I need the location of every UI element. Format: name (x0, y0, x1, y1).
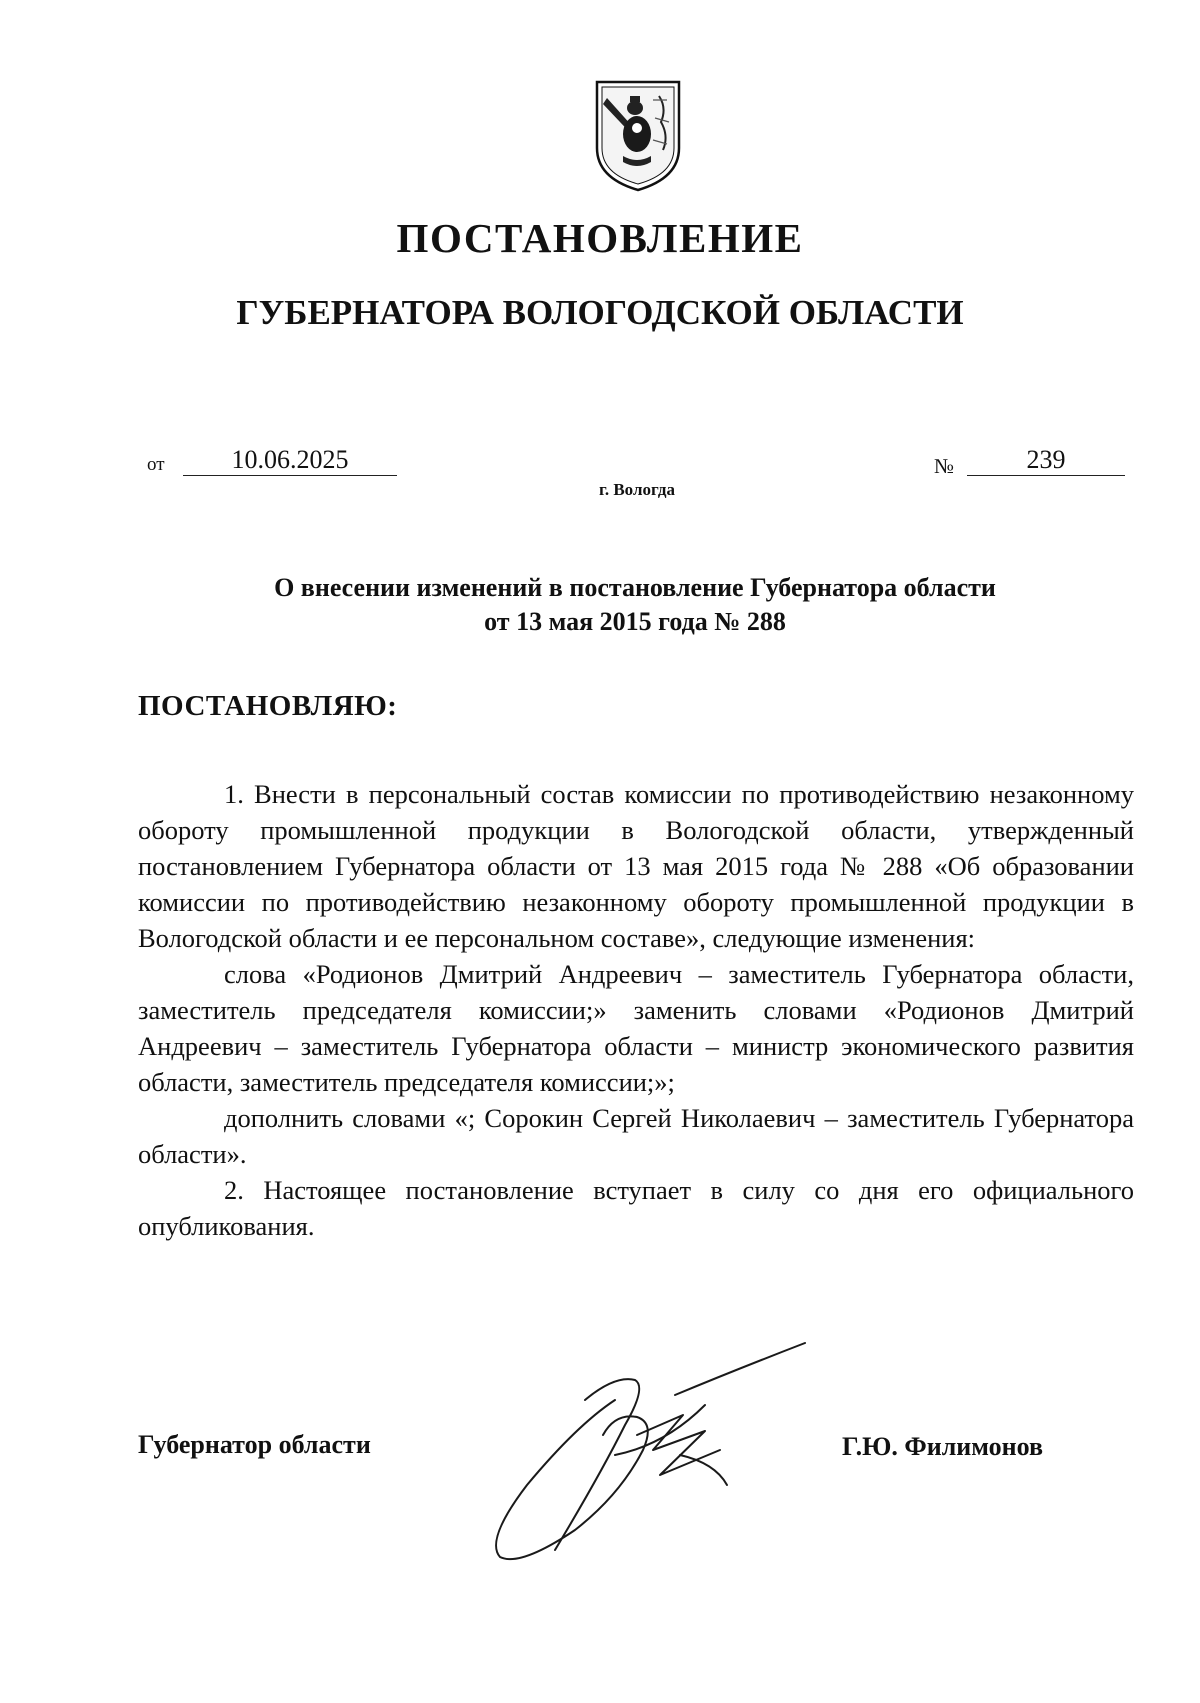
document-heading (0, 571, 1200, 639)
body-paragraph: 1. Внести в персональный состав комиссии по противодействию незаконному обороту промышленной продукции в Вологодской области, утвержденный постановлением Губернатора области от 13 мая 2015 года № 288 «Об образовании комиссии по противодействию незаконному обороту промышленной продукции в Вологодской области и ее персональном составе», следующие изменения: (138, 779, 1134, 953)
heading-line-1: О внесении изменений в постановление Губернатора области (274, 573, 996, 602)
vologda-coat-of-arms-icon (593, 78, 683, 192)
city-label: г. Вологда (599, 480, 675, 499)
body-paragraph: дополнить словами «; Сорокин Сергей Николаевич – заместитель Губернатора области». (138, 1103, 1134, 1169)
number-label: № (934, 454, 955, 478)
document-date: 10.06.2025 (183, 446, 397, 476)
document-body (138, 776, 1134, 1244)
signer-name: Г.Ю. Филимонов (842, 1432, 1044, 1461)
resolve-label: ПОСТАНОВЛЯЮ: (138, 690, 398, 722)
body-paragraph: 2. Настоящее постановление вступает в силу со дня его официального опубликования. (138, 1175, 1134, 1241)
handwritten-signature-icon (465, 1335, 815, 1565)
document-subtitle: ГУБЕРНАТОРА ВОЛОГОДСКОЙ ОБЛАСТИ (236, 293, 964, 332)
body-paragraph: слова «Родионов Дмитрий Андреевич – заместитель Губернатора области, заместитель председателя комиссии;» заменить словами «Родионов Дмитрий Андреевич – заместитель Губернатора области – министр экономического развития области, заместитель председателя комиссии;»; (138, 959, 1134, 1097)
signer-position: Губернатор области (138, 1430, 371, 1459)
date-label: от (147, 454, 165, 475)
document-number: 239 (967, 446, 1125, 476)
document-title: ПОСТАНОВЛЕНИЕ (396, 215, 804, 261)
heading-line-2: от 13 мая 2015 года № 288 (484, 607, 786, 636)
